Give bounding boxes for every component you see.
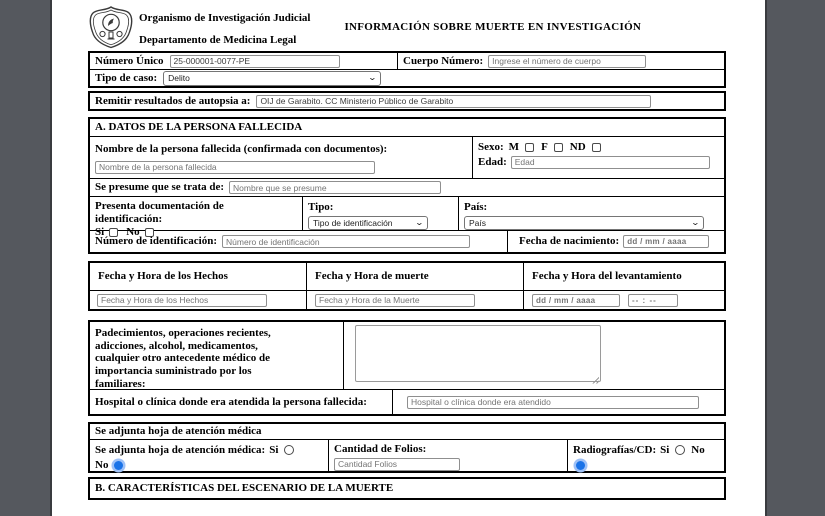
tipo-identificacion-select[interactable]: [308, 216, 428, 230]
remitir-label: Remitir resultados de autopsia a:: [95, 94, 251, 107]
hospital-input-cell: [392, 390, 724, 414]
case-info-table: [88, 51, 726, 88]
pais-selected-value: País: [469, 217, 487, 228]
presenta-doc-label: Presenta documentación de identificación:: [95, 200, 224, 225]
edad-input[interactable]: [511, 156, 710, 169]
fecha-levantamiento-input-cell: [523, 291, 724, 309]
remitir-input[interactable]: [256, 95, 651, 108]
numero-unico-input[interactable]: [170, 55, 340, 68]
radiografias-cell: [567, 440, 724, 471]
radiografias-label: Radiografías/CD:: [573, 444, 657, 456]
numero-identificacion-cell: [90, 231, 507, 252]
tipo-identificacion-label: Tipo:: [308, 201, 334, 213]
se-presume-label: Se presume que se trata de:: [95, 181, 225, 194]
form-header: [88, 0, 726, 51]
radiografias-no-radio[interactable]: [576, 461, 585, 470]
presenta-si-label: Si: [95, 226, 105, 239]
sexo-nd-checkbox[interactable]: [592, 143, 601, 152]
sexo-option-nd-label: ND: [569, 141, 586, 153]
cuerpo-numero-label: Cuerpo Número:: [403, 54, 484, 67]
sexo-option-m-label: M: [508, 141, 520, 153]
fecha-muerte-input[interactable]: [315, 294, 475, 307]
sexo-option-f-label: F: [541, 141, 548, 153]
remitir-cell: [90, 93, 724, 109]
hoja-no-radio[interactable]: [114, 461, 123, 470]
atencion-medica-header-cell: [90, 424, 724, 439]
radiografias-si-label: Si: [660, 444, 670, 456]
org-name: Organismo de Investigación Judicial: [139, 12, 311, 24]
sexo-f-checkbox[interactable]: [554, 143, 563, 152]
fecha-hechos-input-cell: [90, 291, 306, 309]
tipo-caso-selected-value: Delito: [168, 73, 190, 83]
padecimientos-label: Padecimientos, operaciones recientes, adicciones, alcohol, medicamentos, cualquier otro antecedente médico de importancia suministrado por los familiares:: [95, 327, 271, 390]
hoja-atencion-cell: [90, 440, 328, 471]
numero-unico-cell: [90, 53, 397, 69]
presenta-no-label: No: [126, 226, 140, 239]
fecha-levantamiento-header: Fecha y Hora del levantamiento: [532, 270, 682, 283]
edad-label: Edad:: [478, 155, 507, 168]
sexo-edad-cell: [472, 137, 724, 178]
levantamiento-date-input[interactable]: [532, 294, 620, 307]
fecha-muerte-header: Fecha y Hora de muerte: [315, 270, 429, 283]
nombre-fallecida-cell: [90, 137, 472, 178]
cantidad-folios-input[interactable]: [334, 458, 460, 471]
se-presume-cell: [90, 179, 724, 196]
chevron-down-icon: ⌄: [414, 217, 425, 227]
section-b-header: [90, 479, 724, 498]
hospital-label: Hospital o clínica donde era atendida la persona fallecida:: [95, 395, 367, 408]
tipo-identificacion-selected-value: Tipo de identificación: [313, 217, 393, 228]
form-page: [50, 0, 767, 516]
numero-unico-label: Número Único: [95, 54, 164, 67]
oij-shield-logo-icon: [88, 6, 134, 48]
radiografias-si-radio[interactable]: [675, 445, 685, 455]
hoja-si-radio[interactable]: [284, 445, 294, 455]
section-b-table: [88, 477, 726, 500]
page-title: INFORMACIÓN SOBRE MUERTE EN INVESTIGACIÓN: [344, 21, 642, 33]
tipo-caso-cell: [90, 70, 724, 86]
atencion-medica-header: Se adjunta hoja de atención médica: [95, 425, 262, 438]
levantamiento-time-input[interactable]: [628, 294, 678, 307]
tipo-caso-label: Tipo de caso:: [95, 71, 158, 84]
padecimientos-input-cell: [343, 322, 724, 389]
remitir-table: [88, 91, 726, 111]
hoja-no-label: No: [95, 458, 109, 471]
section-a-table: [88, 117, 726, 254]
fecha-nacimiento-input[interactable]: [623, 235, 709, 248]
hospital-label-cell: [90, 390, 392, 414]
cuerpo-numero-cell: [397, 53, 724, 69]
presenta-doc-cell: [90, 197, 302, 239]
pais-select[interactable]: [464, 216, 704, 230]
hoja-si-label: Si: [269, 444, 279, 456]
fecha-muerte-input-cell: [306, 291, 523, 309]
sexo-m-checkbox[interactable]: [525, 143, 534, 152]
org-department: Departamento de Medicina Legal: [139, 34, 297, 46]
section-a-header: [90, 119, 724, 136]
fecha-nacimiento-cell: [507, 231, 724, 252]
chevron-down-icon: ⌄: [368, 73, 378, 82]
antecedentes-table: [88, 320, 726, 416]
numero-identificacion-input[interactable]: [222, 235, 470, 248]
cuerpo-numero-input[interactable]: [488, 55, 646, 68]
pais-cell: [458, 197, 724, 230]
fecha-hechos-input[interactable]: [97, 294, 267, 307]
chevron-down-icon: ⌄: [690, 217, 701, 227]
pais-label: País:: [464, 201, 488, 213]
nombre-fallecida-label: Nombre de la persona fallecida (confirmada con documentos):: [95, 143, 388, 155]
atencion-medica-table: [88, 422, 726, 473]
fechas-table: [88, 261, 726, 311]
fecha-levantamiento-header-cell: [523, 263, 724, 290]
fecha-muerte-header-cell: [306, 263, 523, 290]
hoja-atencion-label: Se adjunta hoja de atención médica:: [95, 444, 266, 456]
nombre-fallecida-input[interactable]: [95, 161, 375, 174]
se-presume-input[interactable]: [229, 181, 441, 194]
tipo-caso-select[interactable]: [163, 71, 381, 86]
cantidad-folios-label: Cantidad de Folios:: [334, 443, 427, 455]
section-a-title: A. DATOS DE LA PERSONA FALLECIDA: [95, 121, 303, 134]
cantidad-folios-cell: [328, 440, 567, 471]
fecha-hechos-header: Fecha y Hora de los Hechos: [98, 270, 228, 283]
fecha-nacimiento-label: Fecha de nacimiento:: [519, 235, 620, 248]
section-b-title: B. CARACTERÍSTICAS DEL ESCENARIO DE LA MUERTE: [95, 482, 394, 495]
sexo-label: Sexo:: [478, 141, 504, 153]
numero-identificacion-label: Número de identificación:: [95, 235, 218, 248]
tipo-identificacion-cell: [302, 197, 458, 230]
fecha-hechos-header-cell: [90, 263, 306, 290]
padecimientos-textarea[interactable]: [355, 325, 601, 382]
radiografias-no-label: No: [691, 444, 705, 456]
hospital-input[interactable]: [407, 396, 699, 409]
padecimientos-label-cell: [90, 322, 343, 389]
